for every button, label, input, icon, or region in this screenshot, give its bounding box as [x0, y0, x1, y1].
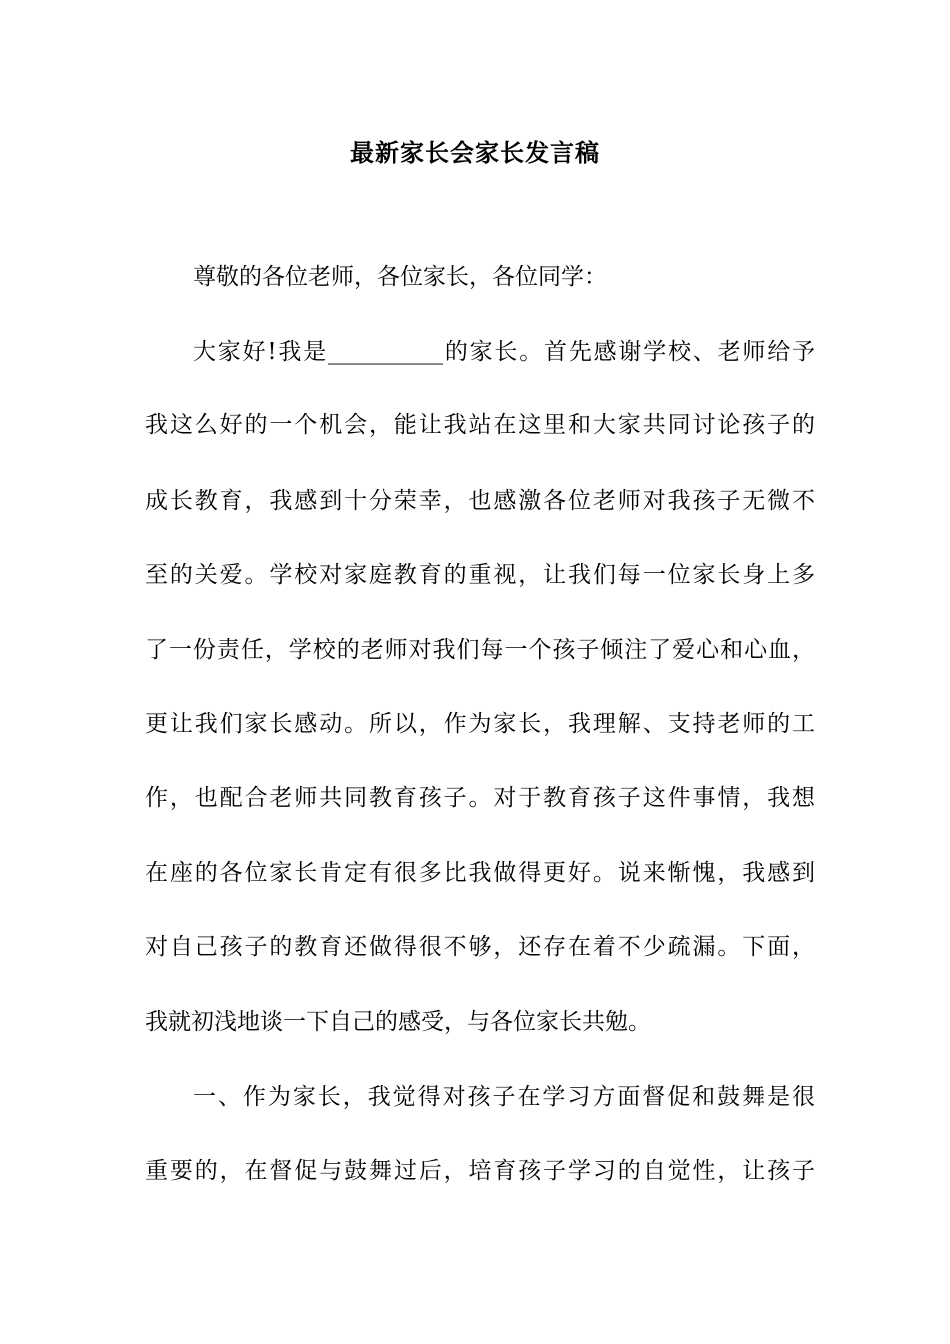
text-line: 至的关爱。学校对家庭教育的重视，让我们每一位家长身上多 — [145, 562, 815, 588]
document-title: 最新家长会家长发言稿 — [350, 138, 600, 167]
text-line: 在座的各位家长肯定有很多比我做得更好。说来惭愧，我感到 — [145, 860, 815, 886]
text-line: 了一份责任，学校的老师对我们每一个孩子倾注了爱心和心血， — [145, 637, 815, 663]
text-line: 作，也配合老师共同教育孩子。对于教育孩子这件事情，我想 — [145, 785, 815, 811]
text-line: 成长教育，我感到十分荣幸，也感激各位老师对我孩子无微不 — [145, 488, 815, 514]
text-line: 重要的，在督促与鼓舞过后，培育孩子学习的自觉性，让孩子 — [145, 1158, 815, 1184]
text-line: 尊敬的各位老师，各位家长，各位同学： — [193, 264, 607, 290]
text-line: 我就初浅地谈一下自己的感受，与各位家长共勉。 — [145, 1009, 651, 1035]
text-line: 对自己孩子的教育还做得很不够，还存在着不少疏漏。下面， — [145, 934, 815, 960]
text-line: 我这么好的一个机会，能让我站在这里和大家共同讨论孩子的 — [145, 412, 815, 438]
text-line: 更让我们家长感动。所以，作为家长，我理解、支持老师的工 — [145, 711, 815, 737]
text-line: 一、作为家长，我觉得对孩子在学习方面督促和鼓舞是很 — [193, 1084, 815, 1110]
text-line: 大家好!我是__________的家长。首先感谢学校、老师给予 — [193, 339, 815, 365]
